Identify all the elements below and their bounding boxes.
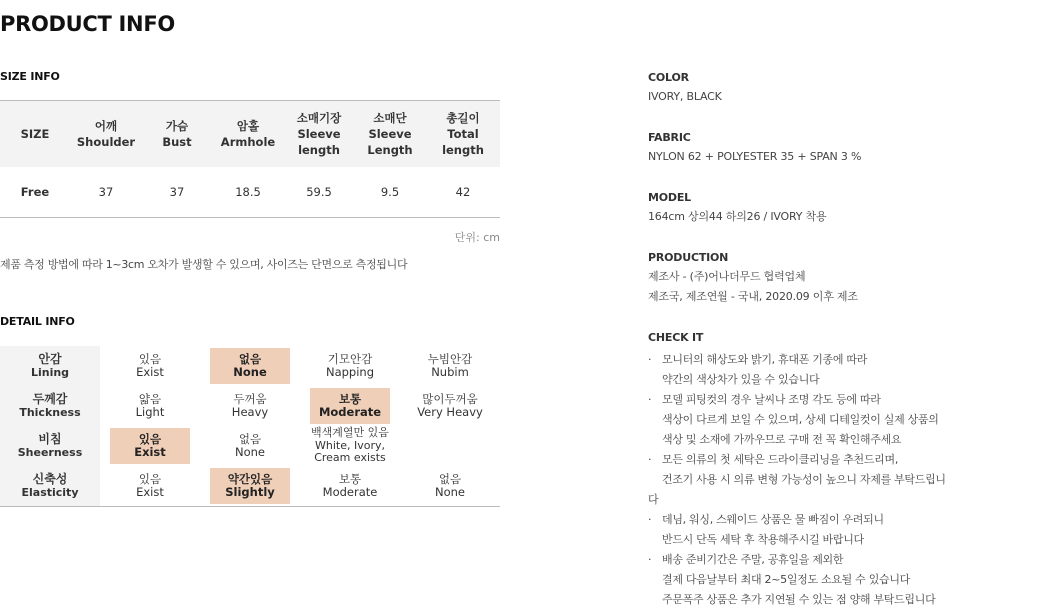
detail-cell	[300, 386, 400, 426]
sleeve-end-cell: 9.5	[354, 167, 426, 218]
check-line: 다	[648, 493, 659, 506]
option-en: Moderate	[318, 405, 382, 419]
col-header-ko: 소매기장	[296, 111, 342, 125]
check-it-label: CHECK IT	[648, 331, 704, 344]
detail-option	[300, 428, 400, 464]
check-line: · 모니터의 해상도와 밝기, 휴대폰 기종에 따라	[648, 350, 948, 370]
production-line: 제조사 - (주)어나더무드 협력업체	[648, 270, 806, 283]
col-header-ko: 어깨	[94, 119, 118, 133]
option-ko: 보통	[338, 472, 362, 486]
check-line: 반드시 단독 세탁 후 착용해주시길 바랍니다	[662, 533, 864, 546]
detail-header-ko: 두께감	[32, 392, 68, 406]
check-line: 주문폭주 상품은 추가 지연될 수 있는 점 양해 부탁드립니다	[662, 593, 936, 606]
detail-row-header	[0, 386, 100, 426]
option-en: White, Ivory,	[315, 438, 385, 452]
size-cell: Free	[0, 167, 70, 218]
detail-option	[310, 468, 390, 504]
model-label: MODEL	[648, 191, 691, 204]
col-header-en: Shoulder	[76, 135, 136, 149]
detail-cell	[100, 346, 200, 386]
detail-grid	[0, 346, 500, 507]
detail-option-selected	[110, 428, 190, 464]
col-header-en: Total length	[442, 127, 484, 157]
unit-label: 단위: cm	[454, 231, 500, 244]
option-ko: 약간있음	[227, 472, 273, 486]
col-header-ko: 총길이	[446, 111, 480, 125]
fabric-value: NYLON 62 + POLYESTER 35 + SPAN 3 %	[648, 150, 862, 163]
col-header-en: Sleeve Length	[367, 127, 413, 157]
option-ko: 누빔안감	[427, 352, 473, 366]
color-block	[648, 71, 722, 104]
size-table-header-row	[0, 101, 500, 168]
option-ko: 두꺼움	[233, 392, 267, 406]
check-line: 색상이 다르게 보일 수 있으며, 상세 디테일컷이 실제 상품의	[662, 413, 939, 426]
option-en-line2: Cream exists	[314, 451, 386, 465]
check-line: 약간의 색상차가 있을 수 있습니다	[662, 373, 820, 386]
detail-cell	[200, 426, 300, 466]
color-value: IVORY, BLACK	[648, 90, 722, 103]
detail-cell	[300, 466, 400, 506]
total-length-cell: 42	[426, 167, 500, 218]
size-info-label: SIZE INFO	[0, 70, 60, 83]
col-header-en: Bust	[162, 135, 192, 149]
table-row	[0, 167, 500, 218]
option-ko: 있음	[138, 352, 162, 366]
check-line: 색상 및 소재에 가까우므로 구매 전 꼭 확인해주세요	[662, 433, 902, 446]
armhole-cell: 18.5	[212, 167, 284, 218]
option-en: Heavy	[231, 405, 269, 419]
detail-row-lining	[0, 346, 500, 386]
option-ko: 있음	[138, 432, 162, 446]
option-ko: 없음	[238, 432, 262, 446]
detail-option-selected	[310, 388, 390, 424]
sleeve-length-col-header	[284, 101, 354, 168]
armhole-col-header	[212, 101, 284, 168]
detail-option	[210, 388, 290, 424]
detail-option	[310, 348, 390, 384]
check-line: · 모든 의류의 첫 세탁은 드라이클리닝을 추천드리며,	[648, 450, 948, 470]
fabric-block	[648, 131, 861, 164]
option-ko: 기모안감	[327, 352, 373, 366]
option-ko: 없음	[438, 472, 462, 486]
option-en: Nubim	[431, 365, 469, 379]
production-line: 제조국, 제조연월 - 국내, 2020.09 이후 제조	[648, 290, 858, 303]
shoulder-col-header	[70, 101, 142, 168]
check-line: · 모델 피팅컷의 경우 날씨나 조명 각도 등에 따라	[648, 390, 948, 410]
option-en: None	[434, 485, 465, 499]
check-it-block	[648, 331, 703, 344]
detail-cell	[400, 346, 500, 386]
model-block	[648, 191, 826, 224]
detail-option-selected	[210, 468, 290, 504]
detail-row-header	[0, 346, 100, 386]
color-label: COLOR	[648, 71, 689, 84]
detail-row-elasticity	[0, 466, 500, 506]
option-en: Very Heavy	[417, 405, 483, 419]
option-en: Exist	[134, 445, 166, 459]
option-ko: 없음	[238, 352, 262, 366]
size-col-header	[0, 101, 70, 168]
option-en: Moderate	[322, 485, 378, 499]
detail-header-en: Sheerness	[17, 446, 83, 459]
detail-header-ko: 안감	[38, 352, 62, 366]
detail-option	[210, 428, 290, 464]
detail-info-label: DETAIL INFO	[0, 315, 75, 328]
detail-option	[110, 388, 190, 424]
col-header-en: Armhole	[220, 135, 276, 149]
col-header-ko: SIZE	[20, 127, 50, 141]
production-label: PRODUCTION	[648, 251, 729, 264]
detail-option	[410, 468, 490, 504]
detail-cell	[400, 466, 500, 506]
option-en: None	[234, 445, 265, 459]
detail-option	[110, 468, 190, 504]
check-line: 건조기 사용 시 의류 변형 가능성이 높으니 자제를 부탁드립니	[662, 473, 946, 486]
bust-col-header	[142, 101, 212, 168]
check-line: · 배송 준비기간은 주말, 공휴일을 제외한	[648, 550, 948, 570]
detail-header-ko: 신축성	[32, 472, 68, 486]
detail-header-ko: 비침	[38, 432, 62, 446]
bust-cell: 37	[142, 167, 212, 218]
detail-cell	[200, 346, 300, 386]
option-ko: 많이두꺼움	[422, 392, 478, 406]
size-table	[0, 100, 500, 218]
page-title: PRODUCT INFO	[0, 12, 175, 36]
detail-option	[110, 348, 190, 384]
detail-row-sheerness	[0, 426, 500, 466]
detail-cell	[300, 426, 400, 466]
detail-row-header	[0, 426, 100, 466]
col-header-en: Sleeve length	[297, 127, 341, 157]
detail-row-header	[0, 466, 100, 506]
detail-cell	[100, 466, 200, 506]
detail-header-en: Elasticity	[21, 486, 79, 499]
detail-cell	[100, 426, 200, 466]
fabric-label: FABRIC	[648, 131, 691, 144]
production-block	[648, 251, 858, 307]
detail-cell	[200, 386, 300, 426]
option-ko: 백색계열만 있음	[311, 426, 389, 440]
model-value: 164cm 상의44 하의26 / IVORY 착용	[648, 210, 827, 223]
col-header-ko: 소매단	[373, 111, 407, 125]
option-en: Light	[135, 405, 165, 419]
option-en: Exist	[136, 485, 164, 499]
option-ko: 있음	[138, 472, 162, 486]
detail-cell	[400, 386, 500, 426]
option-ko: 보통	[338, 392, 362, 406]
detail-cell-empty	[400, 426, 500, 466]
col-header-ko: 암홀	[236, 119, 260, 133]
sleeve-end-col-header	[354, 101, 426, 168]
detail-header-en: Lining	[30, 366, 70, 379]
detail-header-en: Thickness	[19, 406, 81, 419]
measurement-note: 제품 측정 방법에 따라 1~3cm 오차가 발생할 수 있으며, 사이즈는 단면으로 측정됩니다	[0, 258, 408, 271]
detail-cell	[200, 466, 300, 506]
check-line: · 데님, 워싱, 스웨이드 상품은 물 빠짐이 우려되니	[648, 510, 948, 530]
detail-option	[410, 348, 490, 384]
option-ko: 얇음	[138, 392, 162, 406]
detail-row-thickness	[0, 386, 500, 426]
detail-option-selected	[210, 348, 290, 384]
shoulder-cell: 37	[70, 167, 142, 218]
option-en: Napping	[325, 365, 375, 379]
option-en: None	[233, 365, 267, 379]
detail-option	[410, 388, 490, 424]
check-line: 결제 다음날부터 최대 2~5일정도 소요될 수 있습니다	[662, 573, 911, 586]
check-it-list	[648, 350, 948, 610]
col-header-ko: 가슴	[165, 119, 189, 133]
total-length-col-header	[426, 101, 500, 168]
sleeve-length-cell: 59.5	[284, 167, 354, 218]
option-en: Exist	[136, 365, 164, 379]
option-en: Slightly	[225, 485, 275, 499]
detail-cell	[300, 346, 400, 386]
detail-cell	[100, 386, 200, 426]
